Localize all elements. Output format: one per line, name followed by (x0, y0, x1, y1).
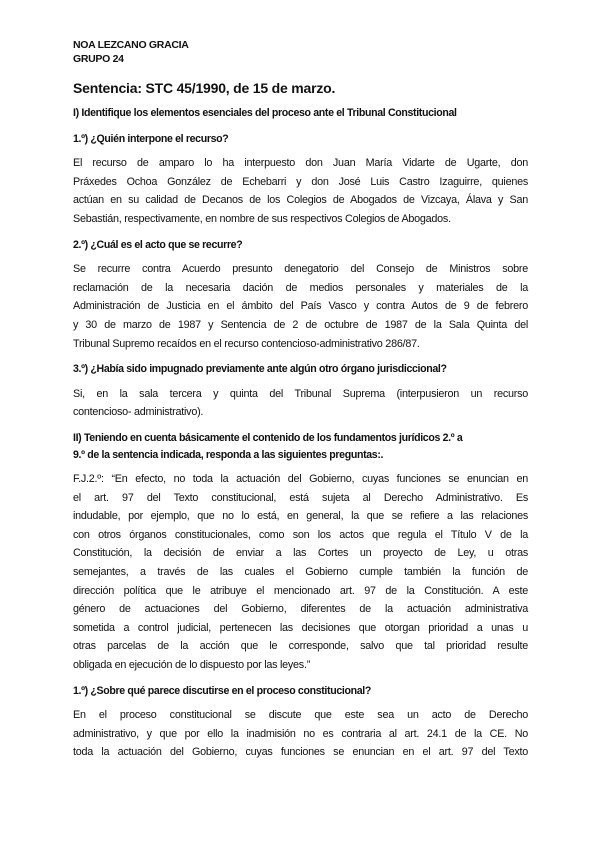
text-line: En el proceso constitucional se discute que este sea un acto de Derecho (73, 709, 528, 722)
document-title: Sentencia: STC 45/1990, de 15 de marzo. (73, 80, 336, 96)
text-line: sometida a control judicial, pertenecen las decisiones que otorgan prioridad a unas u (73, 621, 528, 634)
text-line: obligada en ejecución de lo dispuesto por las leyes.” (73, 659, 311, 672)
text-line: Práxedes Ochoa González de Echebarri y don José Luis Castro Izaguirre, quienes (73, 175, 528, 188)
text-line: semejantes, a través de las cuales el Gobierno cumple también la función de (73, 566, 528, 579)
group-label: GRUPO 24 (73, 53, 124, 65)
text-line: el art. 97 del Texto constitucional, está sujeta al Derecho Administrativo. Es (73, 491, 528, 504)
text-line: El recurso de amparo lo ha interpuesto don Juan María Vidarte de Ugarte, don (73, 157, 528, 170)
legal-quote (73, 470, 528, 675)
text-line: dirección política que le atribuye el mencionado art. 97 de la Constitución. A este (73, 584, 528, 597)
answer-1 (73, 154, 528, 228)
question-3: 3.º) ¿Había sido impugnado previamente ante algún otro órgano jurisdiccional? (73, 363, 447, 376)
text-line: con otros órganos constitucionales, como son los actos que regula el Título V de la (73, 528, 528, 541)
text-line: Si, en la sala tercera y quinta del Tribunal Suprema (interpusieron un recurso (73, 387, 528, 400)
author-name: NOA LEZCANO GRACIA (73, 39, 189, 51)
section-heading-1: I) Identifique los elementos esenciales del proceso ante el Tribunal Constitucional (73, 107, 457, 119)
text-line: Tribunal Supremo recaídos en el recurso contencioso-administrativo 286/87. (73, 337, 420, 350)
text-line: Sebastián, respectivamente, en nombre de sus respectivos Colegios de Abogados. (73, 212, 451, 225)
text-line: contencioso- administrativo). (73, 406, 204, 419)
answer-2 (73, 260, 528, 353)
text-line: Se recurre contra Acuerdo presunto denegatorio del Consejo de Ministros sobre (73, 263, 528, 276)
answer-2-1 (73, 706, 528, 762)
section-heading-2-line: II) Teniendo en cuenta básicamente el contenido de los fundamentos jurídicos 2.º a (73, 431, 463, 444)
text-line: Administración de Justicia en el ámbito del País Vasco y contra Autos de 9 de febrero (73, 300, 528, 313)
text-line: reclamación de la necesaria dación de medios personales y materiales de la (73, 281, 528, 294)
section-heading-2-line: 9.º de la sentencia indicada, responda a las siguientes preguntas:. (73, 448, 384, 461)
text-line: F.J.2.º: “En efecto, no toda la actuación del Gobierno, cuyas funciones se enuncian en (73, 473, 528, 486)
text-line: género de actuaciones del Gobierno, diferentes de la actuación administrativa (73, 603, 528, 616)
question-1: 1.º) ¿Quién interpone el recurso? (73, 132, 229, 145)
text-line: y 30 de marzo de 1987 y Sentencia de 2 de octubre de 1987 de la Sala Quinta del (73, 318, 528, 331)
question-2: 2.º) ¿Cuál es el acto que se recurre? (73, 238, 243, 251)
text-line: actúan en su calidad de Decanos de los Colegios de Abogados de Vizcaya, Álava y San (73, 194, 528, 207)
answer-3 (73, 385, 528, 422)
document-page (73, 38, 528, 762)
text-line: Constitución, la decisión de enviar a las Cortes un proyecto de Ley, u otras (73, 547, 528, 560)
text-line: otras parcelas de la acción que le corresponde, salvo que tal prioridad resulte (73, 640, 528, 653)
text-line: toda la actuación del Gobierno, cuyas funciones se enuncian en el art. 97 del Texto (73, 746, 528, 759)
text-line: administrativo, y que por ello la inadmisión no es contraria al art. 24.1 de la CE. No (73, 727, 528, 740)
question-2-1: 1.º) ¿Sobre qué parece discutirse en el proceso constitucional? (73, 684, 371, 697)
text-line: indudable, por ejemplo, que no lo está, en general, la que se refiere a las relaciones (73, 510, 528, 523)
section-heading-2 (73, 429, 528, 464)
